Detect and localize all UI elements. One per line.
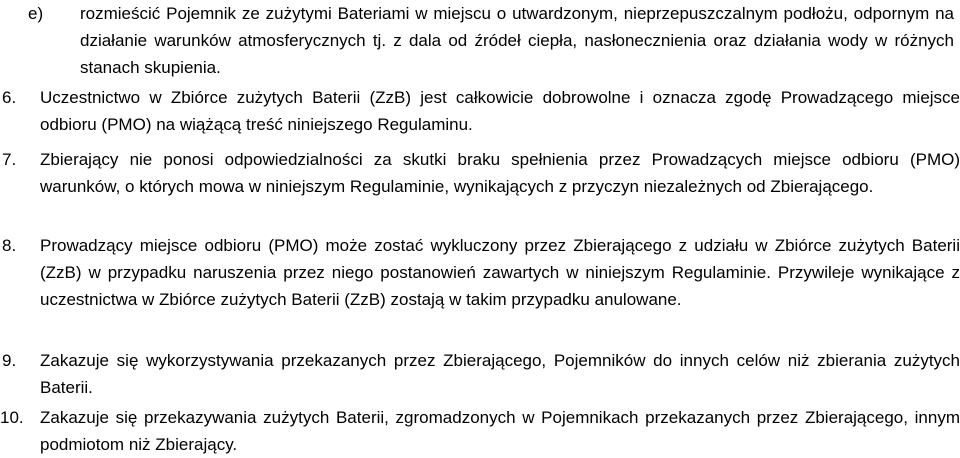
list-marker: 7. bbox=[2, 150, 17, 169]
list-marker: e) bbox=[28, 4, 44, 23]
list-item-text: Prowadzący miejsce odbioru (PMO) może zostać wykluczony przez Zbierającego z udziału w Zbiórce zużytych Baterii (ZzB) w przypadku naruszenia przez niego postanowień zawartych w niniejszym Regulaminie. Przywileje wynikające z uczestnictwa w Zbiórce zużytych Baterii (ZzB) zostają w takim przypadku anulowane. bbox=[40, 236, 960, 309]
list-item-text: Zakazuje się wykorzystywania przekazanych przez Zbierającego, Pojemników do innych celów niż zbierania zużytych Baterii. bbox=[40, 351, 960, 397]
list-marker: 9. bbox=[2, 351, 17, 370]
list-item-text: Uczestnictwo w Zbiórce zużytych Baterii (ZzB) jest całkowicie dobrowolne i oznacza zgodę Prowadzącego miejsce odbioru (PMO) na wiążącą treść niniejszego Regulaminu. bbox=[40, 88, 960, 134]
list-item-text: Zbierający nie ponosi odpowiedzialności za skutki braku spełnienia przez Prowadzących miejsce odbioru (PMO) warunków, o których mowa w niniejszym Regulaminie, wynikających z przyczyn niezależnych od Zbierającego. bbox=[40, 150, 960, 196]
list-item-text: rozmieścić Pojemnik ze zużytymi Bateriami w miejscu o utwardzonym, nieprzepuszczalnym podłożu, odpornym na działanie warunków atmosferycznych tj. z dala od źródeł ciepła, nasłonecznienia oraz działania wody w różnych stanach skupienia. bbox=[80, 4, 954, 77]
list-item-text: Zakazuje się przekazywania zużytych Baterii, zgromadzonych w Pojemnikach przekazanych przez Zbierającego, innym podmiotom niż Zbierający. bbox=[40, 408, 960, 454]
list-marker: 6. bbox=[2, 88, 17, 107]
list-marker: 10. bbox=[0, 408, 24, 427]
list-marker: 8. bbox=[2, 236, 17, 255]
